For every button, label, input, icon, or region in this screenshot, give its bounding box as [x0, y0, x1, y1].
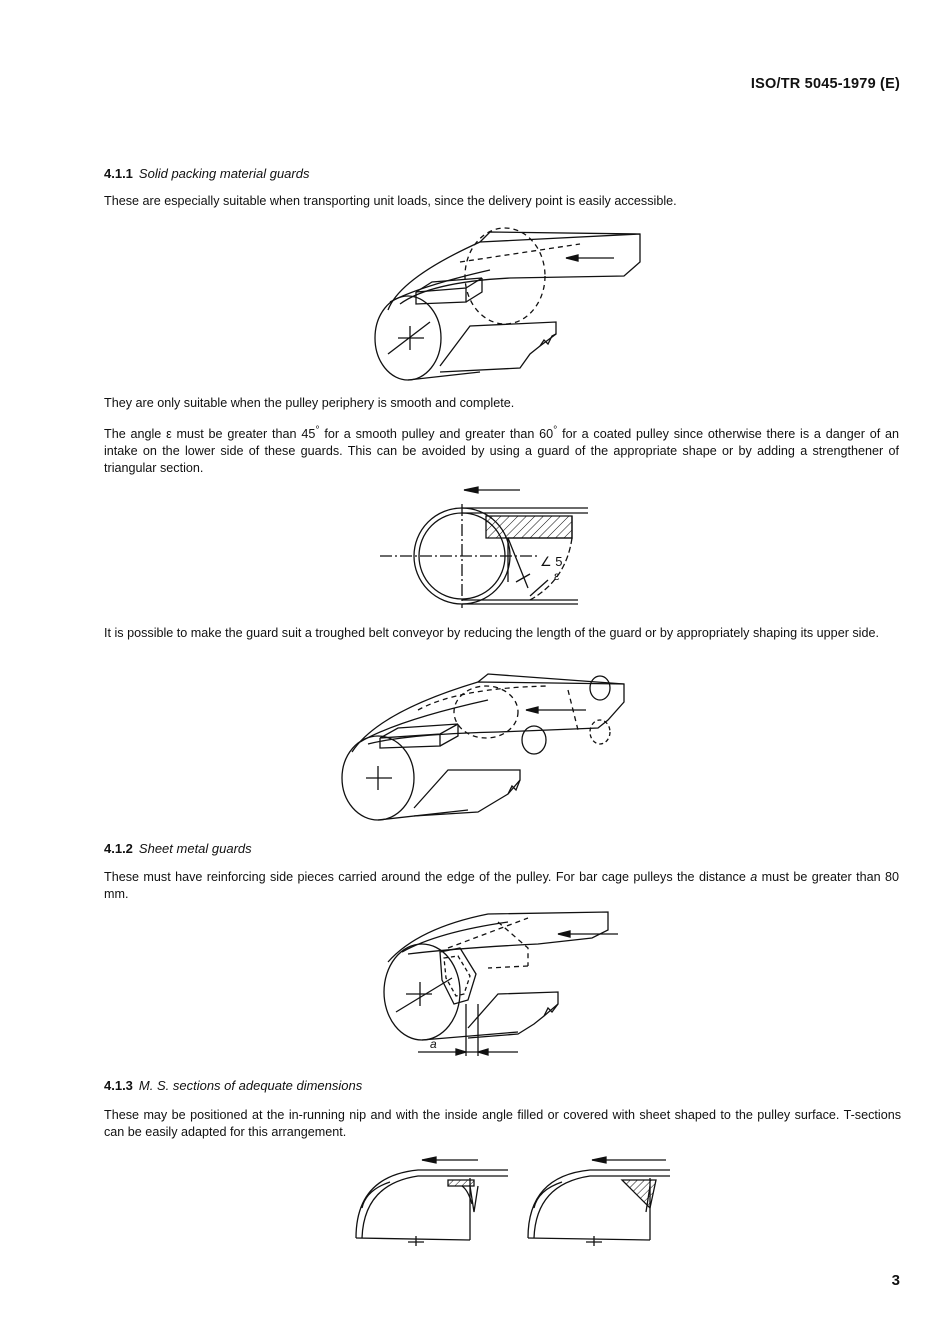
- section-title: Sheet metal guards: [138, 841, 252, 856]
- section-heading-4-1-3: [104, 1078, 362, 1093]
- angle-label: ∠ 5: [540, 554, 563, 569]
- figure-t-sections: [350, 1156, 680, 1248]
- paragraph-smooth-pulley: They are only suitable when the pulley periphery is smooth and complete.: [104, 396, 515, 410]
- section-heading-4-1-1: [104, 166, 309, 181]
- text-run: These must have reinforcing side pieces carried around the edge of the pulley. For bar cage pulleys the distance: [104, 870, 751, 884]
- paragraph-sheet-metal: [104, 869, 899, 903]
- figure-troughed-guard: [338, 670, 638, 822]
- epsilon-label: ε: [554, 569, 560, 583]
- text-run: for a coated pulley since otherwise there is a danger of an intake on the lower side of these guards. This can be avoided by using a guard of the appropriate shape or by adding a strengthener of triangular section.: [104, 427, 900, 476]
- paragraph-solid-guards: These are especially suitable when transporting unit loads, since the delivery point is easily accessible.: [104, 194, 677, 208]
- text-run: must be greater than 80 mm.: [104, 870, 899, 901]
- text-run: The angle ε must be greater than 45: [104, 427, 316, 442]
- degree-mark: °: [553, 424, 558, 436]
- variable-a: a: [750, 870, 758, 884]
- dimension-a-label: a: [430, 1037, 437, 1051]
- figure-solid-guard: [370, 226, 650, 386]
- degree-mark: °: [315, 424, 320, 436]
- section-number: 4.1.3: [104, 1078, 133, 1093]
- text-run: for a smooth pulley and greater than 60: [319, 427, 554, 442]
- section-title: Solid packing material guards: [138, 166, 310, 181]
- paragraph-ms-sections: These may be positioned at the in-running nip and with the inside angle filled or covered with sheet shaped to the pulley surface. T-sections can be easily adapted for this arrangement.: [104, 1108, 901, 1139]
- paragraph-angle-epsilon: [104, 422, 899, 477]
- section-number: 4.1.1: [104, 166, 133, 181]
- figure-angle-section: [380, 484, 600, 614]
- page-number: 3: [891, 1272, 900, 1289]
- paragraph-troughed-belt: It is possible to make the guard suit a troughed belt conveyor by reducing the length of the guard or by appropriately shaping its upper side.: [104, 626, 879, 640]
- figure-sheet-metal-guard: [378, 908, 628, 1060]
- section-number: 4.1.2: [104, 841, 133, 856]
- document-reference: ISO/TR 5045-1979 (E): [750, 76, 900, 92]
- section-heading-4-1-2: [104, 841, 252, 856]
- section-title: M. S. sections of adequate dimensions: [138, 1078, 363, 1093]
